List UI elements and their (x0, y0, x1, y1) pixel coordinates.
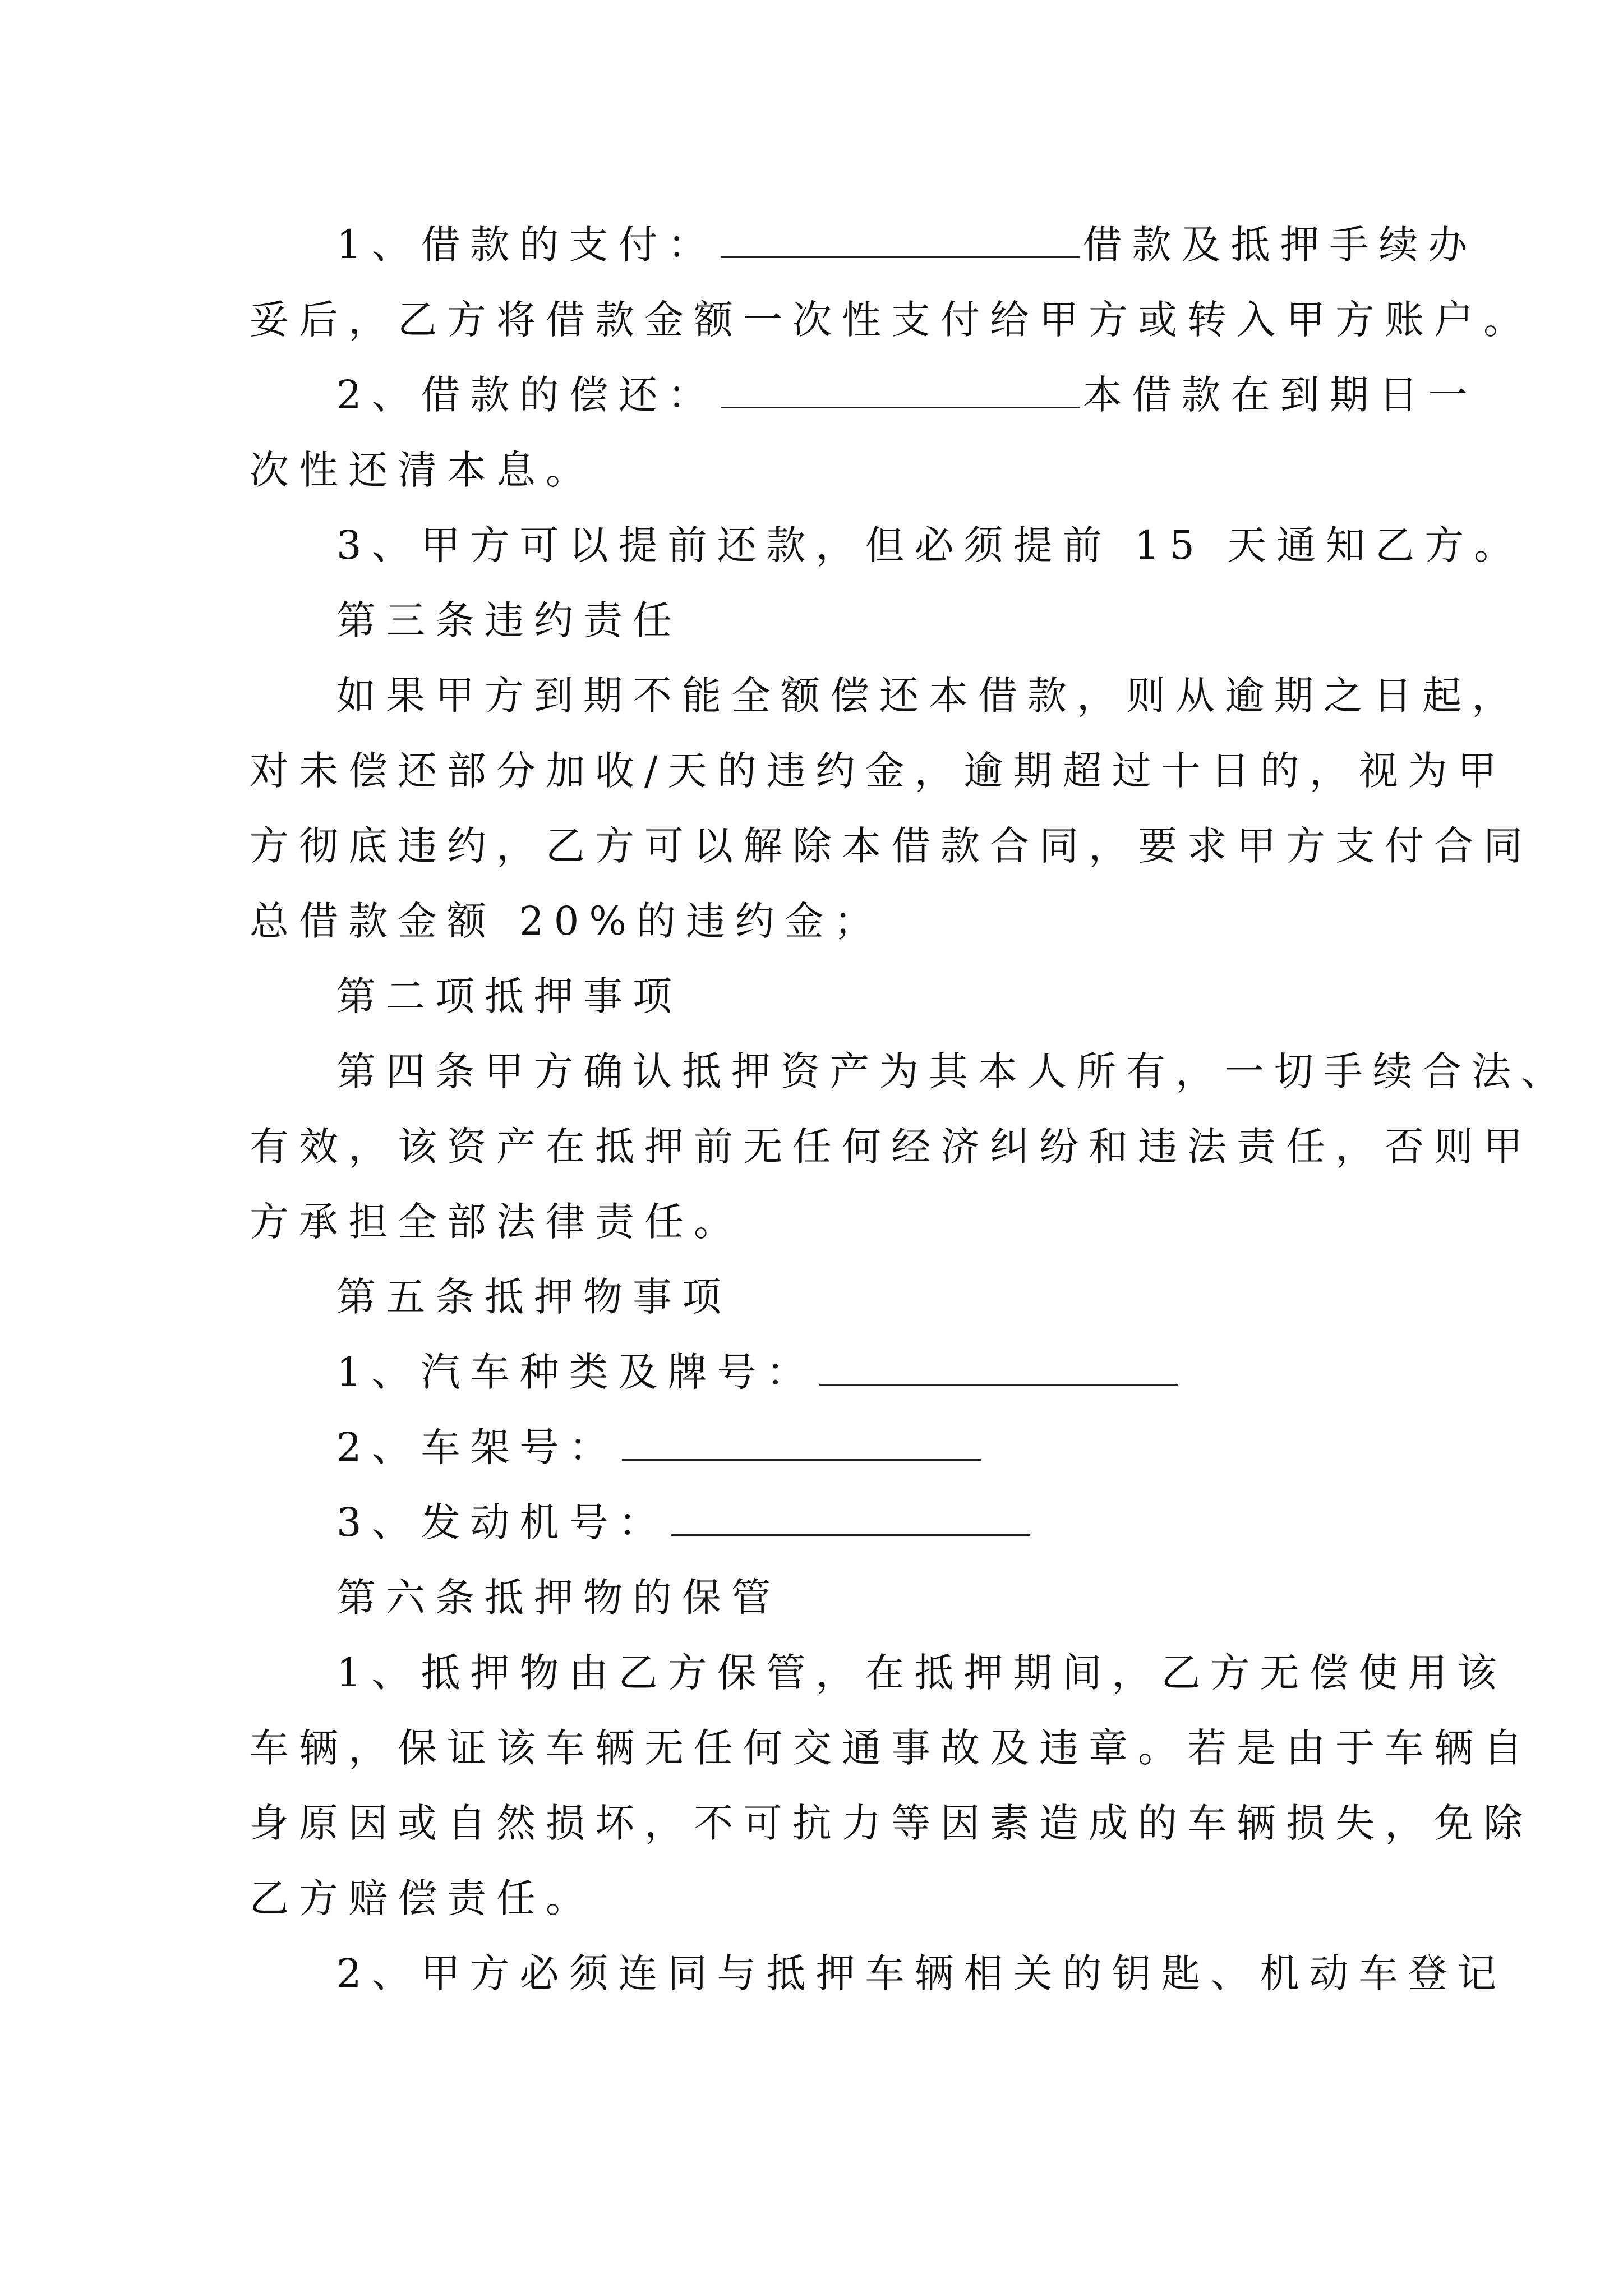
fill-in-blank (721, 222, 1080, 258)
paragraph-line: 如果甲方到期不能全额偿还本借款，则从逾期之日起， (336, 673, 1521, 719)
section-heading: 第二项抵押事项 (336, 973, 682, 1019)
line-text-before: 1、汽车种类及牌号： (336, 1349, 816, 1395)
line-text-before: 1、借款的支付： (336, 222, 717, 268)
paragraph-line (336, 367, 1478, 423)
fill-in-blank (721, 372, 1080, 408)
paragraph-line (336, 217, 1478, 273)
line-text-after: 借款及抵押手续办 (1082, 222, 1478, 268)
paragraph-line (336, 1344, 1182, 1400)
paragraph-line: 3、甲方可以提前还款，但必须提前 15 天通知乙方。 (336, 522, 1524, 568)
paragraph-line: 对未偿还部分加收/天的违约金，逾期超过十日的，视为甲 (250, 748, 1507, 794)
line-text-before: 2、车架号： (336, 1424, 619, 1470)
paragraph-line: 总借款金额 20%的违约金； (250, 898, 883, 944)
paragraph-line: 有效，该资产在抵押前无任何经济纠纷和违法责任，否则甲 (250, 1124, 1533, 1170)
paragraph-line: 妥后，乙方将借款金额一次性支付给甲方或转入甲方账户。 (250, 297, 1533, 343)
paragraph-line (336, 1494, 1034, 1550)
fill-in-blank (671, 1499, 1030, 1536)
line-text-before: 3、发动机号： (336, 1499, 668, 1545)
paragraph-line: 车辆，保证该车辆无任何交通事故及违章。若是由于车辆自 (250, 1725, 1533, 1771)
line-text-after: 本借款在到期日一 (1082, 372, 1478, 418)
paragraph-line: 方彻底违约，乙方可以解除本借款合同，要求甲方支付合同 (250, 823, 1533, 869)
paragraph-line: 2、甲方必须连同与抵押车辆相关的钥匙、机动车登记 (336, 1950, 1507, 1996)
section-heading: 第五条抵押物事项 (336, 1274, 731, 1320)
paragraph-line: 乙方赔偿责任。 (250, 1875, 595, 1921)
paragraph-line: 次性还清本息。 (250, 447, 595, 493)
paragraph-line: 1、抵押物由乙方保管，在抵押期间，乙方无偿使用该 (336, 1650, 1507, 1696)
paragraph-line: 方承担全部法律责任。 (250, 1199, 743, 1245)
paragraph-line (336, 1419, 984, 1475)
line-text-before: 2、借款的偿还： (336, 372, 717, 418)
section-heading: 第六条抵押物的保管 (336, 1575, 781, 1621)
fill-in-blank (819, 1349, 1178, 1386)
fill-in-blank (622, 1424, 981, 1461)
paragraph-line: 身原因或自然损坏，不可抗力等因素造成的车辆损失，免除 (250, 1800, 1533, 1846)
paragraph-line: 第四条甲方确认抵押资产为其本人所有，一切手续合法、 (336, 1048, 1570, 1094)
section-heading: 第三条违约责任 (336, 597, 682, 643)
